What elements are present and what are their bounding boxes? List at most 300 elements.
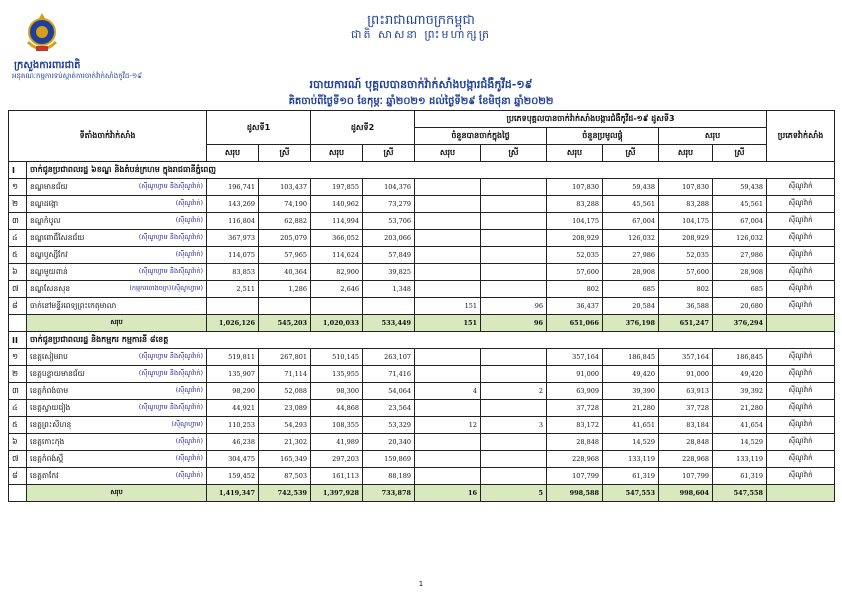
row-number: ៤ [9,230,27,247]
value-cell: 114,994 [311,213,363,230]
value-cell: 14,529 [713,434,767,451]
value-cell: 59,438 [603,179,659,196]
value-cell: 37,728 [547,400,603,417]
table-row [9,366,835,383]
value-cell: 59,438 [713,179,767,196]
national-motto: ជាតិ សាសនា ព្រះមហាក្សត្រ [351,28,491,41]
value-cell: 510,145 [311,349,363,366]
value-cell: 21,302 [259,434,311,451]
location-name: ខេត្តកំពង់ចាម [30,385,69,395]
table-row [9,179,835,196]
value-cell: 104,376 [363,179,415,196]
table-row [9,468,835,485]
col-header-dose1: ដូសទី1 [207,111,311,145]
location-name: ខេត្តកំពង់ស្ពឺ [30,453,64,463]
value-cell: 107,799 [659,468,713,485]
location-name: ខណ្ឌមួយពាន់ [30,266,68,276]
value-cell [207,298,259,315]
total-cell: 1,026,126 [207,315,259,332]
value-cell: 104,175 [659,213,713,230]
vaccine-type: ស៊ីណូវ៉ាក់ [767,179,835,196]
value-cell: 71,114 [259,366,311,383]
row-number: ៦ [9,434,27,451]
row-number: ៥ [9,247,27,264]
value-cell [481,451,547,468]
col-header-female: ស្រី [259,145,311,162]
value-cell [481,349,547,366]
value-cell: 37,728 [659,400,713,417]
value-cell: 96 [481,298,547,315]
value-cell: 159,869 [363,451,415,468]
total-cell: 376,294 [713,315,767,332]
row-number: ២ [9,196,27,213]
report-title: របាយការណ៍ បុគ្គលបានចាក់វ៉ាក់សាំងបង្ការជំងឺកូវីដ-១៩ [309,78,533,91]
vaccine-note: (ស៊ីណូវ៉ាក់) [175,198,204,207]
col-header-female: ស្រី [481,145,547,162]
value-cell: 52,035 [659,247,713,264]
value-cell: 83,288 [659,196,713,213]
page-number: 1 [418,580,424,588]
total-cell: 545,203 [259,315,311,332]
total-cell: 998,588 [547,485,603,502]
vaccine-type: ស៊ីណូវ៉ាក់ [767,264,835,281]
row-location [27,264,207,281]
value-cell: 208,929 [547,230,603,247]
value-cell [481,434,547,451]
value-cell [259,298,311,315]
vaccine-note: (ស៊ីណូវ៉ាក់) [175,470,204,479]
value-cell: 104,175 [547,213,603,230]
table-row [9,196,835,213]
vaccine-type: ស៊ីណូវ៉ាក់ [767,366,835,383]
vaccine-note: (ស៊ីណូហ្វាម និងស៊ីណូវ៉ាក់) [138,402,204,411]
value-cell: 143,269 [207,196,259,213]
value-cell: 98,290 [207,383,259,400]
value-cell: 21,280 [713,400,767,417]
value-cell [481,400,547,417]
row-number: ២ [9,366,27,383]
value-cell: 57,600 [659,264,713,281]
value-cell: 71,416 [363,366,415,383]
value-cell: 107,799 [547,468,603,485]
value-cell [481,230,547,247]
value-cell: 161,113 [311,468,363,485]
value-cell: 61,319 [603,468,659,485]
total-cell: 547,558 [713,485,767,502]
value-cell: 23,564 [363,400,415,417]
value-cell: 107,830 [547,179,603,196]
value-cell: 53,706 [363,213,415,230]
value-cell: 685 [603,281,659,298]
vaccine-note: (ស៊ីណូវ៉ាក់) [175,249,204,258]
header-row-1 [9,111,835,128]
value-cell: 57,849 [363,247,415,264]
row-location [27,196,207,213]
section-id: I [9,162,27,179]
location-name: ខណ្ឌពោធិ៍សែនជ័យ [30,232,85,242]
section-total-row [9,485,835,502]
value-cell: 63,909 [547,383,603,400]
value-cell: 1,286 [259,281,311,298]
value-cell [481,196,547,213]
row-number: ១ [9,349,27,366]
value-cell: 57,965 [259,247,311,264]
row-location [27,213,207,230]
value-cell: 802 [547,281,603,298]
location-name: ចាក់នៅមន្ទីរពេទ្យព្រះកេតុមាលា [30,300,117,310]
value-cell: 98,300 [311,383,363,400]
value-cell [415,451,481,468]
row-location [27,179,207,196]
row-number: ១ [9,179,27,196]
value-cell: 39,390 [603,383,659,400]
value-cell: 67,004 [713,213,767,230]
value-cell: 44,921 [207,400,259,417]
value-cell: 23,089 [259,400,311,417]
location-name: ខេត្តសៀមរាប [30,351,68,361]
value-cell: 28,848 [547,434,603,451]
row-location [27,468,207,485]
location-name: ខណ្ឌដង្កោ [30,198,59,208]
table-row [9,400,835,417]
row-number: ៤ [9,400,27,417]
row-location [27,400,207,417]
value-cell: 126,032 [603,230,659,247]
row-number: ៧ [9,451,27,468]
value-cell [415,213,481,230]
value-cell: 20,680 [713,298,767,315]
vaccine-note: (ស៊ីណូវ៉ាក់) [175,385,204,394]
value-cell: 140,962 [311,196,363,213]
total-cell: 651,247 [659,315,713,332]
value-cell: 49,420 [603,366,659,383]
value-cell: 46,238 [207,434,259,451]
value-cell: 20,340 [363,434,415,451]
value-cell [481,213,547,230]
value-cell: 39,825 [363,264,415,281]
section-title: ចាក់ជូនប្រជាពលរដ្ឋ និងកម្មករ កម្មការនី ៨ខេត្ត [27,332,835,349]
value-cell: 45,561 [603,196,659,213]
value-cell: 83,184 [659,417,713,434]
row-location [27,434,207,451]
value-cell: 2,646 [311,281,363,298]
table-row [9,213,835,230]
value-cell [481,179,547,196]
col-header-dose3-total: សរុប [659,128,767,145]
value-cell: 41,651 [603,417,659,434]
value-cell: 135,955 [311,366,363,383]
value-cell: 366,052 [311,230,363,247]
table-body [9,162,835,502]
value-cell: 186,845 [713,349,767,366]
section-total-row [9,315,835,332]
value-cell: 2 [481,383,547,400]
value-cell [481,468,547,485]
vaccine-note: (ស៊ីណូហ្វាម និងស៊ីណូវ៉ាក់) [138,232,204,241]
total-cell: 5 [481,485,547,502]
value-cell: 83,288 [547,196,603,213]
table-row [9,298,835,315]
total-spacer [9,315,27,332]
total-cell: 16 [415,485,481,502]
ministry-subline: អនុគណៈកម្មការទប់ស្កាត់ការចាក់វ៉ាក់សាំងកូវីដ-១៩ [12,72,143,80]
value-cell: 151 [415,298,481,315]
value-cell: 52,088 [259,383,311,400]
value-cell [415,247,481,264]
vaccine-type: ស៊ីណូវ៉ាក់ [767,281,835,298]
vaccine-note: (ស៊ីណូហ្វាម និងស៊ីណូវ៉ាក់) [138,351,204,360]
value-cell: 108,355 [311,417,363,434]
value-cell: 44,868 [311,400,363,417]
value-cell: 27,986 [713,247,767,264]
vaccine-type: ស៊ីណូវ៉ាក់ [767,417,835,434]
location-name: ខណ្ឌមានជ័យ [30,181,68,191]
value-cell: 41,989 [311,434,363,451]
row-number: ៦ [9,264,27,281]
value-cell: 103,437 [259,179,311,196]
value-cell [481,247,547,264]
value-cell: 83,172 [547,417,603,434]
value-cell: 36,437 [547,298,603,315]
vaccination-table [8,110,835,502]
vaccine-type: ស៊ីណូវ៉ាក់ [767,383,835,400]
value-cell: 54,293 [259,417,311,434]
total-label: សរុប [27,315,207,332]
col-header-female: ស្រី [713,145,767,162]
total-type-cell [767,485,835,502]
value-cell: 186,845 [603,349,659,366]
row-location [27,417,207,434]
location-name: ខេត្តតាកែវ [30,470,59,480]
col-header-total: សរុប [547,145,603,162]
value-cell: 267,801 [259,349,311,366]
value-cell: 21,280 [603,400,659,417]
value-cell: 2,511 [207,281,259,298]
total-cell: 1,397,928 [311,485,363,502]
value-cell [415,230,481,247]
value-cell [311,298,363,315]
total-cell: 151 [415,315,481,332]
value-cell [363,298,415,315]
section-title: ចាក់ជូនប្រជាពលរដ្ឋ ៦ខណ្ឌ និងតំបន់ក្រហម ក្នុងរាជធានីភ្នំពេញ [27,162,835,179]
value-cell: 1,348 [363,281,415,298]
section-id: II [9,332,27,349]
total-cell: 733,878 [363,485,415,502]
total-label: សរុប [27,485,207,502]
vaccine-type: ស៊ីណូវ៉ាក់ [767,451,835,468]
location-name: ខណ្ឌសែនសុខ [30,283,71,293]
value-cell: 83,853 [207,264,259,281]
vaccine-type: ស៊ីណូវ៉ាក់ [767,468,835,485]
value-cell: 27,986 [603,247,659,264]
table-row [9,451,835,468]
row-number: ៣ [9,383,27,400]
value-cell: 519,811 [207,349,259,366]
total-spacer [9,485,27,502]
value-cell: 133,119 [603,451,659,468]
col-header-target: ទីតាំងចាក់វ៉ាក់សាំង [9,111,207,162]
value-cell: 49,420 [713,366,767,383]
location-name: ខណ្ឌឫស្សីកែវ [30,249,68,259]
value-cell: 357,164 [547,349,603,366]
value-cell: 228,968 [547,451,603,468]
value-cell: 135,907 [207,366,259,383]
table-row [9,383,835,400]
row-location [27,349,207,366]
value-cell: 126,032 [713,230,767,247]
value-cell: 357,164 [659,349,713,366]
table-row [9,230,835,247]
vaccine-type: ស៊ីណូវ៉ាក់ [767,196,835,213]
value-cell: 36,588 [659,298,713,315]
value-cell: 63,913 [659,383,713,400]
total-cell: 1,020,033 [311,315,363,332]
value-cell: 367,973 [207,230,259,247]
row-number: ៧ [9,281,27,298]
value-cell: 91,000 [547,366,603,383]
row-location [27,298,207,315]
value-cell: 39,392 [713,383,767,400]
vaccine-type: ស៊ីណូវ៉ាក់ [767,349,835,366]
value-cell: 91,000 [659,366,713,383]
value-cell: 87,503 [259,468,311,485]
kingdom-heading: ព្រះរាជាណាចក្រកម្ពុជា [367,13,475,28]
value-cell: 304,475 [207,451,259,468]
vaccine-type: ស៊ីណូវ៉ាក់ [767,298,835,315]
value-cell: 228,968 [659,451,713,468]
value-cell: 73,279 [363,196,415,213]
total-cell: 96 [481,315,547,332]
row-number: ៨ [9,468,27,485]
vaccine-type: ស៊ីណូវ៉ាក់ [767,230,835,247]
vaccine-note: (កម្មករចោងចក្រ)(ស៊ីណូហ្វាម) [129,283,204,292]
vaccine-note: (ស៊ីណូហ្វាម និងស៊ីណូវ៉ាក់) [138,368,204,377]
vaccine-note: (ស៊ីណូវ៉ាក់) [175,453,204,462]
value-cell: 196,741 [207,179,259,196]
value-cell: 3 [481,417,547,434]
row-number: ៨ [9,298,27,315]
value-cell: 67,004 [603,213,659,230]
location-name: ខេត្តស្វាយរៀង [30,402,71,412]
col-header-type: ប្រភេទវ៉ាក់សាំង [767,111,835,162]
value-cell: 41,654 [713,417,767,434]
value-cell: 114,624 [311,247,363,264]
table-row [9,264,835,281]
total-cell: 376,198 [603,315,659,332]
total-cell: 998,604 [659,485,713,502]
value-cell: 297,203 [311,451,363,468]
col-header-total: សរុប [311,145,363,162]
total-cell: 547,553 [603,485,659,502]
row-location [27,383,207,400]
value-cell: 116,804 [207,213,259,230]
value-cell: 197,855 [311,179,363,196]
value-cell: 28,848 [659,434,713,451]
value-cell: 802 [659,281,713,298]
value-cell: 28,908 [713,264,767,281]
vaccine-note: (ស៊ីណូហ្វាម និងស៊ីណូវ៉ាក់) [138,266,204,275]
location-name: ខេត្តកោះកុង [30,436,65,446]
value-cell: 54,064 [363,383,415,400]
location-name: ខេត្តបន្ទាយមានជ័យ [30,368,85,378]
value-cell: 165,349 [259,451,311,468]
total-cell: 533,449 [363,315,415,332]
vaccine-type: ស៊ីណូវ៉ាក់ [767,247,835,264]
row-number: ៥ [9,417,27,434]
col-header-total: សរុប [659,145,713,162]
table-row [9,247,835,264]
vaccine-note: (ស៊ីណូវ៉ាក់) [175,436,204,445]
col-header-dose2: ដូសទី2 [311,111,415,145]
report-subtitle: គិតចាប់ពីថ្ងៃទី១០ ខែកុម្ភៈ ឆ្នាំ២០២១ ដល់ថ្ងៃទី២៩ ខែមិថុនា ឆ្នាំ២០២២ [288,96,554,107]
value-cell [415,366,481,383]
value-cell [415,179,481,196]
value-cell [415,281,481,298]
value-cell: 12 [415,417,481,434]
value-cell [481,264,547,281]
row-location [27,247,207,264]
vaccine-type: ស៊ីណូវ៉ាក់ [767,213,835,230]
location-name: ខណ្ឌកំបូល [30,215,61,225]
total-cell: 1,419,347 [207,485,259,502]
location-name: ខេត្តព្រះសីហនុ [30,419,72,429]
table-row [9,417,835,434]
vaccine-note: (ស៊ីណូហ្វាម) [171,419,204,428]
value-cell: 57,600 [547,264,603,281]
row-location [27,230,207,247]
col-header-female: ស្រី [603,145,659,162]
col-header-total: សរុប [207,145,259,162]
row-location [27,281,207,298]
row-location [27,451,207,468]
value-cell: 110,253 [207,417,259,434]
table-row [9,349,835,366]
value-cell [415,349,481,366]
value-cell: 74,190 [259,196,311,213]
total-type-cell [767,315,835,332]
section-header-row [9,162,835,179]
value-cell: 20,584 [603,298,659,315]
value-cell: 133,119 [713,451,767,468]
value-cell [415,468,481,485]
value-cell: 4 [415,383,481,400]
value-cell [415,400,481,417]
value-cell: 82,900 [311,264,363,281]
value-cell: 40,364 [259,264,311,281]
value-cell: 159,452 [207,468,259,485]
value-cell [481,366,547,383]
value-cell [481,281,547,298]
col-header-cumulative: ចំនួនប្រមូលផ្តុំ [547,128,659,145]
vaccine-note: (ស៊ីណូហ្វាម និងស៊ីណូវ៉ាក់) [138,181,204,190]
vaccine-type: ស៊ីណូវ៉ាក់ [767,434,835,451]
value-cell: 203,066 [363,230,415,247]
value-cell: 208,929 [659,230,713,247]
value-cell: 61,319 [713,468,767,485]
value-cell: 107,830 [659,179,713,196]
value-cell: 53,329 [363,417,415,434]
value-cell: 685 [713,281,767,298]
section-header-row [9,332,835,349]
value-cell: 52,035 [547,247,603,264]
value-cell: 205,079 [259,230,311,247]
vaccine-type: ស៊ីណូវ៉ាក់ [767,400,835,417]
table-row [9,434,835,451]
value-cell: 14,529 [603,434,659,451]
ministry-name: ក្រសួងការពារជាតិ [14,60,81,71]
value-cell: 114,075 [207,247,259,264]
table-row [9,281,835,298]
